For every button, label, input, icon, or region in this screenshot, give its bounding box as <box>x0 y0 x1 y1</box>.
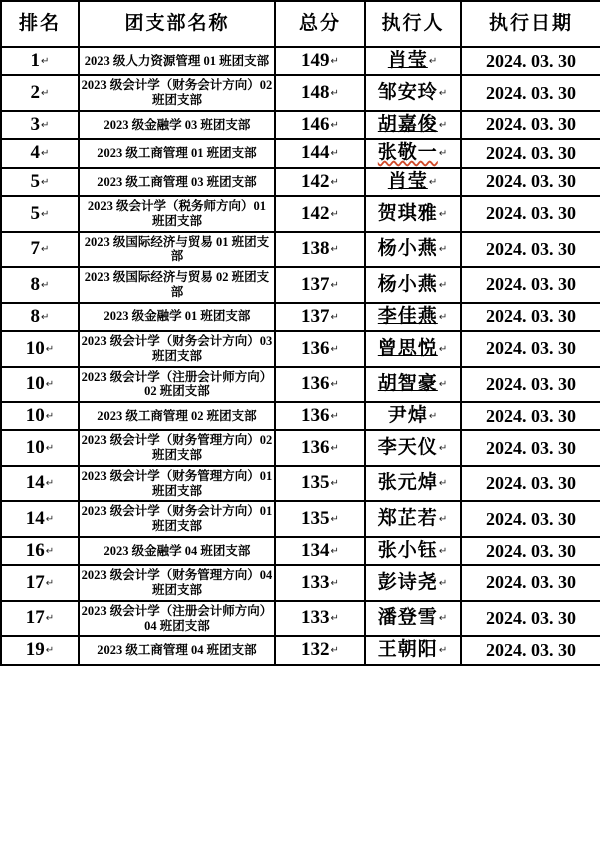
paragraph-mark-icon: ↵ <box>330 513 339 525</box>
paragraph-mark-icon: ↵ <box>45 613 55 625</box>
branch-name-value: 2023 级会计学（注册会计师方向）04 班团支部 <box>81 603 273 633</box>
rank-value: 17 <box>25 607 45 629</box>
paragraph-mark-icon: ↵ <box>41 119 50 131</box>
branch-name-value: 2023 级会计学（财务会计方向）01 班团支部 <box>81 504 273 534</box>
cell-rank <box>1 430 79 466</box>
paragraph-mark-icon: ↵ <box>41 148 50 160</box>
paragraph-mark-icon: ↵ <box>41 311 50 323</box>
rank-value: 5 <box>30 170 41 192</box>
cell-score <box>275 303 365 331</box>
cell-executor <box>365 139 461 167</box>
cell-execution-date <box>461 267 600 303</box>
paragraph-mark-icon: ↵ <box>438 208 449 220</box>
paragraph-mark-icon: ↵ <box>438 478 449 490</box>
score-value: 137 <box>301 305 330 327</box>
branch-name-value: 2023 级会计学（财务管理方向）04 班团支部 <box>81 568 273 598</box>
cell-executor <box>365 430 461 466</box>
branch-name-value: 2023 级工商管理 04 班团支部 <box>97 643 257 658</box>
table-row <box>1 367 600 403</box>
table-row <box>1 196 600 232</box>
rank-value: 4 <box>30 142 41 164</box>
cell-score <box>275 501 365 537</box>
score-value: 144 <box>301 142 330 164</box>
cell-execution-date <box>461 196 600 232</box>
cell-executor <box>365 232 461 268</box>
cell-score <box>275 466 365 502</box>
paragraph-mark-icon: ↵ <box>438 279 449 291</box>
rank-value: 19 <box>25 639 45 661</box>
cell-executor <box>365 565 461 601</box>
cell-branch-name <box>79 75 275 111</box>
rank-value: 2 <box>30 81 41 103</box>
score-value: 133 <box>301 607 330 629</box>
cell-rank <box>1 75 79 111</box>
paragraph-mark-icon: ↵ <box>330 442 339 454</box>
cell-rank <box>1 232 79 268</box>
table-row <box>1 466 600 502</box>
cell-rank <box>1 601 79 637</box>
cell-executor <box>365 402 461 430</box>
rank-value: 10 <box>25 337 45 359</box>
table-row <box>1 75 600 111</box>
cell-execution-date <box>461 139 600 167</box>
cell-branch-name <box>79 232 275 268</box>
paragraph-mark-icon: ↵ <box>330 87 339 99</box>
paragraph-mark-icon: ↵ <box>438 645 449 657</box>
table-row <box>1 402 600 430</box>
executor-value: 李天仪 <box>377 436 438 458</box>
execution-date-value: 2024. 03. 30 <box>486 142 576 163</box>
paragraph-mark-icon: ↵ <box>438 311 449 323</box>
paragraph-mark-icon: ↵ <box>330 208 339 220</box>
header-row <box>1 1 600 47</box>
table-row <box>1 501 600 537</box>
execution-date-value: 2024. 03. 30 <box>486 437 576 458</box>
cell-execution-date <box>461 367 600 403</box>
branch-name-value: 2023 级工商管理 02 班团支部 <box>97 408 257 423</box>
paragraph-mark-icon: ↵ <box>438 513 449 525</box>
score-value: 134 <box>301 539 330 561</box>
rank-value: 10 <box>25 436 45 458</box>
cell-score <box>275 367 365 403</box>
table-body <box>1 47 600 665</box>
paragraph-mark-icon: ↵ <box>330 577 339 589</box>
cell-branch-name <box>79 402 275 430</box>
column-header-date: 执行日期 <box>461 1 600 47</box>
executor-value: 曾思悦 <box>377 337 438 359</box>
cell-executor <box>365 636 461 664</box>
executor-value: 胡嘉俊 <box>377 113 438 135</box>
cell-branch-name <box>79 111 275 139</box>
table-row <box>1 331 600 367</box>
cell-branch-name <box>79 331 275 367</box>
executor-value: 王朝阳 <box>377 639 438 661</box>
paragraph-mark-icon: ↵ <box>45 545 55 557</box>
cell-execution-date <box>461 636 600 664</box>
paragraph-mark-icon: ↵ <box>438 148 449 160</box>
executor-value: 郑芷若 <box>377 507 438 529</box>
cell-rank <box>1 47 79 75</box>
table-row <box>1 303 600 331</box>
paragraph-mark-icon: ↵ <box>330 244 339 256</box>
paragraph-mark-icon: ↵ <box>45 577 55 589</box>
paragraph-mark-icon: ↵ <box>41 244 50 256</box>
paragraph-mark-icon: ↵ <box>330 343 339 355</box>
rank-value: 8 <box>30 273 41 295</box>
table-row <box>1 537 600 565</box>
cell-executor <box>365 47 461 75</box>
rank-value: 16 <box>25 539 45 561</box>
cell-rank <box>1 537 79 565</box>
cell-branch-name <box>79 367 275 403</box>
cell-score <box>275 331 365 367</box>
paragraph-mark-icon: ↵ <box>41 279 50 291</box>
cell-score <box>275 168 365 196</box>
paragraph-mark-icon: ↵ <box>438 545 449 557</box>
execution-date-value: 2024. 03. 30 <box>486 639 576 660</box>
table-row <box>1 111 600 139</box>
rank-value: 8 <box>30 305 41 327</box>
cell-branch-name <box>79 303 275 331</box>
cell-executor <box>365 501 461 537</box>
score-value: 148 <box>301 81 330 103</box>
branch-name-value: 2023 级金融学 04 班团支部 <box>103 543 251 558</box>
table-row <box>1 565 600 601</box>
execution-date-value: 2024. 03. 30 <box>486 203 576 224</box>
cell-score <box>275 636 365 664</box>
execution-date-value: 2024. 03. 30 <box>486 171 576 192</box>
cell-execution-date <box>461 537 600 565</box>
executor-value: 肖莹 <box>387 50 428 71</box>
execution-date-value: 2024. 03. 30 <box>486 607 576 628</box>
cell-branch-name <box>79 196 275 232</box>
cell-branch-name <box>79 636 275 664</box>
cell-score <box>275 139 365 167</box>
cell-executor <box>365 601 461 637</box>
score-value: 132 <box>301 639 330 661</box>
execution-date-value: 2024. 03. 30 <box>486 572 576 593</box>
cell-execution-date <box>461 75 600 111</box>
column-header-person: 执行人 <box>365 1 461 47</box>
paragraph-mark-icon: ↵ <box>438 577 449 589</box>
cell-rank <box>1 501 79 537</box>
cell-score <box>275 232 365 268</box>
score-value: 136 <box>301 436 330 458</box>
paragraph-mark-icon: ↵ <box>45 513 55 525</box>
cell-executor <box>365 168 461 196</box>
cell-executor <box>365 537 461 565</box>
cell-rank <box>1 139 79 167</box>
column-header-branch: 团支部名称 <box>79 1 275 47</box>
paragraph-mark-icon: ↵ <box>330 119 339 131</box>
cell-branch-name <box>79 601 275 637</box>
executor-value: 张元焯 <box>377 472 438 494</box>
score-value: 142 <box>301 170 330 192</box>
table-row <box>1 232 600 268</box>
branch-name-value: 2023 级国际经济与贸易 02 班团支部 <box>84 270 270 299</box>
paragraph-mark-icon: ↵ <box>330 379 339 391</box>
branch-name-value: 2023 级会计学（财务管理方向）01 班团支部 <box>81 468 273 498</box>
cell-rank <box>1 636 79 664</box>
cell-branch-name <box>79 267 275 303</box>
paragraph-mark-icon: ↵ <box>330 148 339 160</box>
execution-date-value: 2024. 03. 30 <box>486 540 576 561</box>
execution-date-value: 2024. 03. 30 <box>486 238 576 259</box>
cell-branch-name <box>79 565 275 601</box>
execution-date-value: 2024. 03. 30 <box>486 82 576 103</box>
executor-value: 胡智豪 <box>377 373 438 395</box>
rank-value: 7 <box>30 238 41 260</box>
executor-value: 潘登雪 <box>377 607 438 629</box>
table-row <box>1 636 600 664</box>
cell-score <box>275 402 365 430</box>
cell-branch-name <box>79 501 275 537</box>
table-row <box>1 168 600 196</box>
execution-date-value: 2024. 03. 30 <box>486 405 576 426</box>
table-row <box>1 267 600 303</box>
score-value: 142 <box>301 202 330 224</box>
paragraph-mark-icon: ↵ <box>45 379 55 391</box>
table-header <box>1 1 600 47</box>
score-value: 136 <box>301 373 330 395</box>
cell-branch-name <box>79 537 275 565</box>
cell-execution-date <box>461 601 600 637</box>
executor-value: 尹焯 <box>387 405 428 427</box>
paragraph-mark-icon: ↵ <box>438 87 449 99</box>
cell-rank <box>1 168 79 196</box>
branch-name-value: 2023 级金融学 03 班团支部 <box>103 117 251 132</box>
cell-executor <box>365 111 461 139</box>
execution-date-value: 2024. 03. 30 <box>486 50 576 71</box>
executor-value: 肖莹 <box>387 170 428 192</box>
rank-value: 14 <box>25 472 45 494</box>
rank-value: 10 <box>25 405 45 427</box>
table-row <box>1 47 600 75</box>
cell-execution-date <box>461 331 600 367</box>
cell-branch-name <box>79 430 275 466</box>
paragraph-mark-icon: ↵ <box>438 343 449 355</box>
execution-date-value: 2024. 03. 30 <box>486 508 576 529</box>
executor-value: 张小钰 <box>377 539 438 561</box>
cell-rank <box>1 367 79 403</box>
paragraph-mark-icon: ↵ <box>45 442 55 454</box>
paragraph-mark-icon: ↵ <box>45 411 55 423</box>
cell-execution-date <box>461 111 600 139</box>
score-value: 138 <box>301 238 330 260</box>
cell-rank <box>1 402 79 430</box>
paragraph-mark-icon: ↵ <box>45 478 55 490</box>
branch-name-value: 2023 级金融学 01 班团支部 <box>103 309 251 324</box>
executor-value: 张敬一 <box>377 142 438 164</box>
paragraph-mark-icon: ↵ <box>330 411 339 423</box>
score-value: 133 <box>301 571 330 593</box>
cell-score <box>275 267 365 303</box>
score-value: 146 <box>301 113 330 135</box>
rank-value: 5 <box>30 202 41 224</box>
branch-name-value: 2023 级会计学（财务会计方向）03 班团支部 <box>81 334 273 363</box>
paragraph-mark-icon: ↵ <box>428 56 439 67</box>
executor-value: 彭诗尧 <box>377 571 438 593</box>
cell-rank <box>1 466 79 502</box>
paragraph-mark-icon: ↵ <box>438 442 449 454</box>
cell-executor <box>365 75 461 111</box>
cell-executor <box>365 267 461 303</box>
cell-execution-date <box>461 303 600 331</box>
branch-name-value: 2023 级会计学（税务师方向）01 班团支部 <box>87 199 267 228</box>
execution-date-value: 2024. 03. 30 <box>486 114 576 135</box>
table-row <box>1 139 600 167</box>
cell-branch-name <box>79 466 275 502</box>
execution-date-value: 2024. 03. 30 <box>486 274 576 295</box>
cell-rank <box>1 565 79 601</box>
branch-name-value: 2023 级国际经济与贸易 01 班团支部 <box>84 234 270 264</box>
score-value: 136 <box>301 405 330 427</box>
cell-score <box>275 430 365 466</box>
rank-value: 3 <box>30 113 41 135</box>
paragraph-mark-icon: ↵ <box>438 379 449 391</box>
cell-execution-date <box>461 565 600 601</box>
cell-execution-date <box>461 430 600 466</box>
execution-date-value: 2024. 03. 30 <box>486 306 576 327</box>
branch-name-value: 2023 级会计学（注册会计师方向）02 班团支部 <box>81 369 273 399</box>
cell-execution-date <box>461 501 600 537</box>
cell-rank <box>1 267 79 303</box>
cell-score <box>275 196 365 232</box>
paragraph-mark-icon: ↵ <box>330 176 339 188</box>
branch-name-value: 2023 级会计学（财务会计方向）02 班团支部 <box>81 78 273 108</box>
cell-executor <box>365 367 461 403</box>
cell-execution-date <box>461 402 600 430</box>
cell-rank <box>1 196 79 232</box>
cell-rank <box>1 111 79 139</box>
branch-name-value: 2023 级会计学（财务管理方向）02 班团支部 <box>81 433 273 463</box>
paragraph-mark-icon: ↵ <box>330 478 339 490</box>
cell-execution-date <box>461 168 600 196</box>
rank-value: 17 <box>25 571 45 593</box>
cell-executor <box>365 303 461 331</box>
score-value: 137 <box>301 273 330 295</box>
paragraph-mark-icon: ↵ <box>330 645 339 657</box>
paragraph-mark-icon: ↵ <box>41 208 50 220</box>
branch-name-value: 2023 级人力资源管理 01 班团支部 <box>84 53 270 68</box>
cell-score <box>275 565 365 601</box>
cell-score <box>275 537 365 565</box>
score-value: 135 <box>301 507 330 529</box>
score-value: 135 <box>301 472 330 494</box>
executor-value: 杨小燕 <box>377 238 438 260</box>
executor-value: 贺琪雅 <box>377 202 438 224</box>
paragraph-mark-icon: ↵ <box>41 87 50 99</box>
paragraph-mark-icon: ↵ <box>438 119 449 131</box>
executor-value: 邹安玲 <box>377 81 438 103</box>
rank-value: 1 <box>30 50 41 71</box>
executor-value: 李佳燕 <box>377 305 438 327</box>
paragraph-mark-icon: ↵ <box>428 176 439 188</box>
paragraph-mark-icon: ↵ <box>330 311 339 323</box>
cell-executor <box>365 466 461 502</box>
score-value: 149 <box>301 50 330 71</box>
paragraph-mark-icon: ↵ <box>41 176 50 188</box>
cell-executor <box>365 196 461 232</box>
paragraph-mark-icon: ↵ <box>330 545 339 557</box>
table-row <box>1 430 600 466</box>
paragraph-mark-icon: ↵ <box>438 244 449 256</box>
cell-branch-name <box>79 47 275 75</box>
paragraph-mark-icon: ↵ <box>428 411 439 423</box>
cell-score <box>275 75 365 111</box>
score-value: 136 <box>301 337 330 359</box>
cell-execution-date <box>461 47 600 75</box>
column-header-rank: 排名 <box>1 1 79 47</box>
column-header-score: 总分 <box>275 1 365 47</box>
cell-execution-date <box>461 232 600 268</box>
paragraph-mark-icon: ↵ <box>45 343 55 355</box>
executor-value: 杨小燕 <box>377 273 438 295</box>
execution-date-value: 2024. 03. 30 <box>486 473 576 494</box>
cell-rank <box>1 303 79 331</box>
branch-name-value: 2023 级工商管理 01 班团支部 <box>97 146 257 161</box>
paragraph-mark-icon: ↵ <box>330 279 339 291</box>
cell-execution-date <box>461 466 600 502</box>
cell-branch-name <box>79 168 275 196</box>
paragraph-mark-icon: ↵ <box>330 56 339 67</box>
cell-rank <box>1 331 79 367</box>
paragraph-mark-icon: ↵ <box>45 645 55 657</box>
execution-date-value: 2024. 03. 30 <box>486 373 576 394</box>
table-row <box>1 601 600 637</box>
rank-value: 10 <box>25 373 45 395</box>
paragraph-mark-icon: ↵ <box>438 613 449 625</box>
branch-name-value: 2023 级工商管理 03 班团支部 <box>97 174 257 189</box>
cell-branch-name <box>79 139 275 167</box>
execution-date-value: 2024. 03. 30 <box>486 338 576 359</box>
cell-score <box>275 601 365 637</box>
paragraph-mark-icon: ↵ <box>330 613 339 625</box>
paragraph-mark-icon: ↵ <box>41 56 50 67</box>
cell-executor <box>365 331 461 367</box>
cell-score <box>275 111 365 139</box>
rank-value: 14 <box>25 507 45 529</box>
cell-score <box>275 47 365 75</box>
